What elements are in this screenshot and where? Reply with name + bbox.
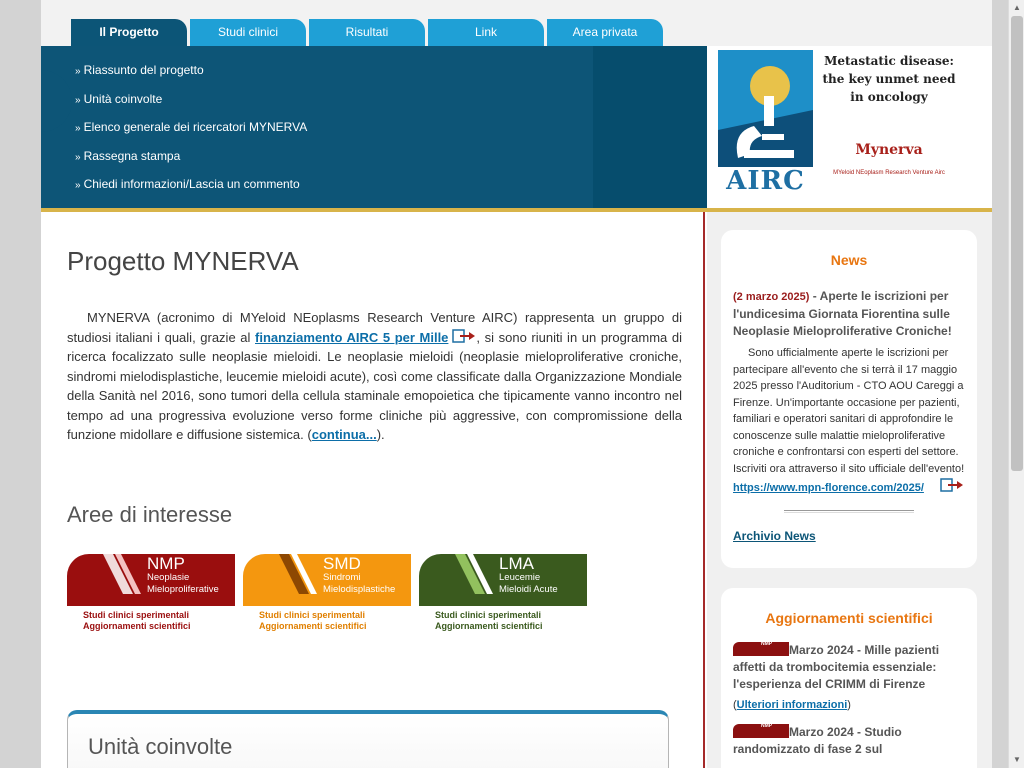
aggiornamenti-title: Aggiornamenti scientifici <box>765 610 933 626</box>
area-stripes-icon <box>97 554 143 594</box>
nav-label: Elenco generale dei ricercatori MYNERVA <box>83 120 308 134</box>
mynerva-logo-subtitle: MYeloid NEoplasm Research Venture Airc <box>833 170 945 176</box>
area-fullname-line: Mielodisplastiche <box>323 584 396 595</box>
intro-paragraph <box>67 308 682 445</box>
tagline-line: Metastatic disease: <box>824 54 954 68</box>
aggiornamento-text: Marzo 2024 - Studio randomizzato di fase 2 sul <box>733 725 902 756</box>
scroll-up-icon[interactable]: ▲ <box>1013 3 1021 12</box>
area-fullname <box>499 572 558 596</box>
news-headline <box>733 288 965 340</box>
header-decor-panel <box>593 46 707 208</box>
area-sub-line: Aggiornamenti scientifici <box>435 621 543 631</box>
tagline-line: the key unmet need <box>822 72 956 86</box>
project-nav <box>41 46 593 208</box>
top-tab-bar <box>41 0 992 46</box>
intro-text: MYNERVA (acronimo di MYeloid NEoplasms Research Venture AIRC) rappresenta un gruppo di studiosi italiani i quali, grazie al <box>67 310 682 345</box>
news-headline-text: Aperte le iscrizioni per l'undicesima Giornata Fiorentina sulle Neoplasie Mieloproliferative Croniche! <box>733 289 952 338</box>
double-chevron-icon: » <box>75 151 81 163</box>
mynerva-logo-name: Mynerva <box>855 142 923 158</box>
sidebar <box>707 212 992 768</box>
nmp-badge-icon <box>733 724 789 738</box>
area-sub-line: Studi clinici sperimentali <box>435 610 542 620</box>
news-title: News <box>830 252 868 268</box>
nmp-badge-label: NMP <box>761 723 773 729</box>
aggiornamento-item <box>733 724 965 758</box>
tab-il-progetto[interactable]: Il Progetto <box>71 19 187 46</box>
nav-label: Chiedi informazioni/Lascia un commento <box>83 177 300 191</box>
tab-studi-clinici[interactable]: Studi clinici <box>190 19 306 46</box>
area-stripes-icon <box>449 554 495 594</box>
area-sub <box>435 610 543 632</box>
area-fullname-line: Neoplasie <box>147 572 190 583</box>
area-fullname-line: Sindromi <box>323 572 361 583</box>
tab-area-privata[interactable]: Area privata <box>547 19 663 46</box>
area-sub <box>259 610 367 632</box>
header <box>41 46 992 208</box>
area-nmp[interactable] <box>67 554 237 634</box>
nmp-badge-label: NMP <box>761 641 773 647</box>
area-fullname-line: Leucemie <box>499 572 541 583</box>
area-fullname <box>323 572 395 596</box>
area-sub-line: Aggiornamenti scientifici <box>83 621 191 631</box>
double-chevron-icon: » <box>75 66 81 77</box>
area-sub-line: Studi clinici sperimentali <box>259 610 366 620</box>
nav-unita[interactable] <box>75 89 307 118</box>
external-link-icon <box>452 329 476 343</box>
aggiornamento-text: Marzo 2024 - Mille pazienti affetti da trombocitemia essenziale: l'esperienza del CRIMM di Firenze <box>733 643 940 691</box>
scrollbar[interactable] <box>1008 0 1024 768</box>
tab-link[interactable]: Link <box>428 19 544 46</box>
area-sub-line: Studi clinici sperimentali <box>83 610 190 620</box>
finanziamento-link[interactable]: finanziamento AIRC 5 per Mille <box>255 329 449 345</box>
area-sub-line: Aggiornamenti scientifici <box>259 621 367 631</box>
aggiornamento-item <box>733 642 965 714</box>
microscope-icon <box>718 50 813 167</box>
tagline-line: in oncology <box>850 90 928 104</box>
area-fullname <box>147 572 219 596</box>
aggiornamento-more: (Ulteriori informazioni) <box>733 699 851 711</box>
news-body: Sono ufficialmente aperte le iscrizioni per partecipare all'evento che si terrà il 17 maggio 2025 presso l'Auditorium - CTO AOU Careggi a Firenze. Un'importante occasione per pazienti, familiari e operatori sanitari di approfondire le conoscenze sulle malattie mieloproliferative croniche e confrontarsi con esperti del settore. Iscriviti ora attraverso il sito ufficiale dell'evento! <box>733 347 965 475</box>
area-fullname-line: Mieloidi Acute <box>499 584 558 595</box>
nav-chiedi[interactable] <box>75 174 307 203</box>
page <box>41 0 992 768</box>
main-content <box>41 212 705 768</box>
scroll-thumb[interactable] <box>1011 16 1023 471</box>
nav-rassegna[interactable] <box>75 146 307 175</box>
nmp-badge-icon <box>733 642 789 656</box>
news-divider <box>784 510 914 513</box>
nav-ricercatori[interactable] <box>75 117 307 146</box>
tab-risultati[interactable]: Risultati <box>309 19 425 46</box>
aggiornamenti-card <box>721 588 977 768</box>
header-logo <box>707 46 992 208</box>
area-lma[interactable] <box>419 554 589 634</box>
news-card <box>721 230 977 568</box>
intro-text: , si sono riuniti in un programma di ricerca focalizzato sulle neoplasie mieloidi. Le neoplasie mieloidi (neoplasie mieloproliferative croniche, sindromi mielodisplastiche, leucemie mieloidi acute), così come classificate dalla Organizzazione Mondiale della Sanità nel 2016, sono tumori della cellula staminale emopoietica che tipicamente vanno incontro nel tempo ad una progressiva evoluzione verso forme cliniche più aggressive, con compromissione della funzione midollare e diffusione sistemica. ( <box>67 329 682 442</box>
airc-wordmark: AIRC <box>718 167 813 195</box>
logo-tagline <box>819 52 959 106</box>
page-title: Progetto MYNERVA <box>67 246 299 276</box>
nav-riassunto[interactable] <box>75 60 307 89</box>
news-event-link[interactable]: https://www.mpn-florence.com/2025/ <box>733 482 924 494</box>
nav-label: Unità coinvolte <box>83 91 163 106</box>
archive-news-link[interactable]: Archivio News <box>733 529 816 543</box>
area-smd[interactable] <box>243 554 413 634</box>
area-acronym: NMP <box>147 554 185 573</box>
area-acronym: LMA <box>499 554 534 573</box>
news-date: (2 marzo 2025) <box>733 291 810 303</box>
double-chevron-icon: » <box>75 123 81 134</box>
double-chevron-icon: » <box>75 94 81 106</box>
area-sub <box>83 610 191 632</box>
double-chevron-icon: » <box>75 180 81 191</box>
area-acronym: SMD <box>323 554 361 573</box>
area-stripes-icon <box>273 554 319 594</box>
area-fullname-line: Mieloproliferative <box>147 584 219 595</box>
unita-card <box>67 710 669 768</box>
airc-logo <box>718 50 813 195</box>
intro-text: ). <box>376 427 385 442</box>
news-separator: - <box>809 289 820 303</box>
external-link-icon <box>940 478 964 492</box>
continua-link[interactable]: continua... <box>311 427 377 442</box>
aree-title: Aree di interesse <box>67 502 233 527</box>
nav-label: Riassunto del progetto <box>83 63 204 77</box>
scroll-down-icon[interactable]: ▼ <box>1013 755 1021 764</box>
ulteriori-informazioni-link[interactable]: Ulteriori informazioni <box>736 699 848 711</box>
unita-title: Unità coinvolte <box>88 734 233 759</box>
nav-label: Rassegna stampa <box>83 148 181 163</box>
